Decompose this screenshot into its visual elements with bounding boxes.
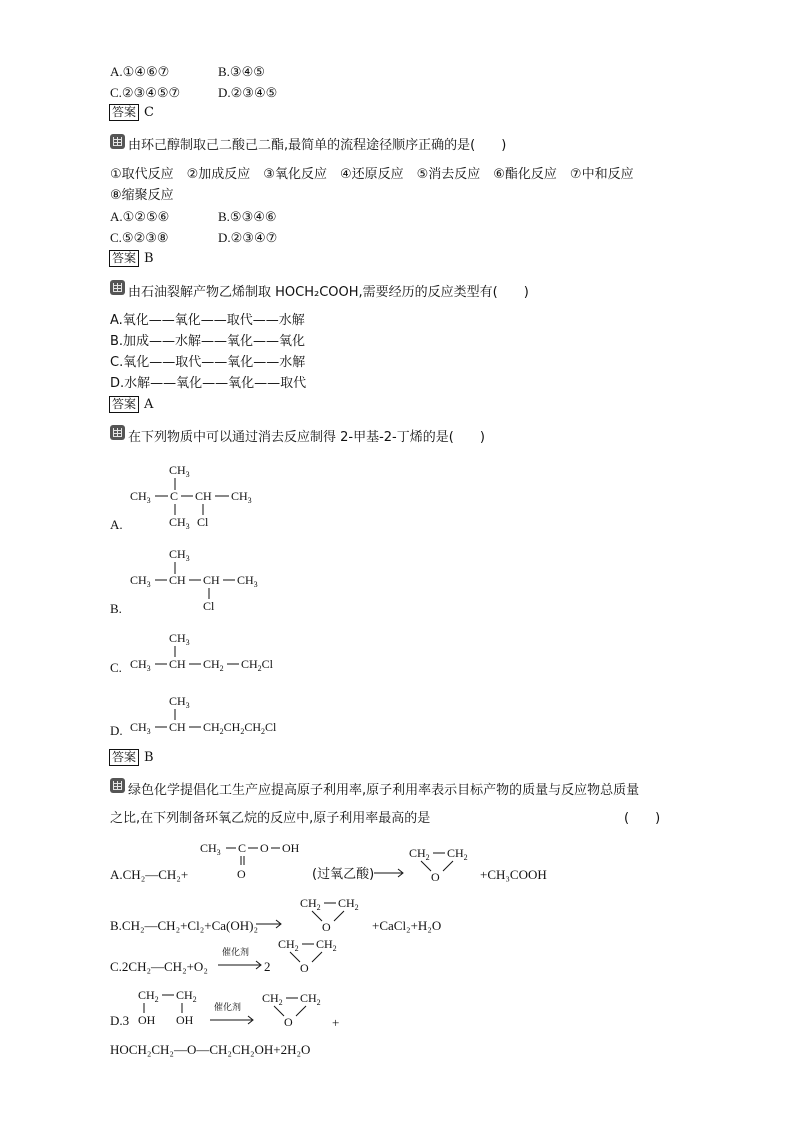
svg-text:CH: CH [169,657,186,671]
q3-option-a: A.氧化——氧化——取代——水解 [110,313,305,328]
svg-text:CH: CH [169,720,186,734]
svg-text:O: O [237,867,246,881]
svg-text:O: O [300,961,309,975]
svg-text:CH3: $CH_3$ [130,573,151,589]
svg-text:CH2: $CH_2$ [203,657,224,673]
q5-option-d-plus: + [332,1015,340,1030]
q5-catalyst-label: 催化剂 [214,1003,242,1013]
svg-text:CH2: $CH_2$ [409,846,430,862]
q3-option-c: C.氧化——取代——氧化——水解 [110,355,306,370]
q4-structure-c [125,628,295,673]
svg-text:C: C [238,841,247,855]
svg-text:Cl: Cl [197,515,209,529]
q1-option-c: C.②③④⑤⑦ [110,85,181,100]
svg-text:CH3: $CH_3$ [169,463,190,479]
answer-badge: 答案 [109,104,139,121]
svg-text:CH3: $CH_3$ [231,489,252,505]
q2-stem: 由环己醇制取己二酸己二酯,最简单的流程途径顺序正确的是( ) [128,138,507,153]
q2-option-a: A.①②⑤⑥ [110,209,170,224]
q5-option-c-coefficient: 2 [264,959,271,974]
q4-option-d-label: D. [110,723,123,738]
q5-option-d-line2: HOCH₂CH₂—O—CH₂CH₂OH+2H₂O [110,1042,311,1057]
svg-text:CH3: $CH_3$ [237,573,258,589]
svg-text:CH2: $CH_2$ [338,896,359,912]
svg-text:O: O [284,1015,293,1029]
svg-text:O: O [322,920,331,934]
q4-option-a-label: A. [110,517,123,532]
q5-ethylene-oxide-a [405,843,475,885]
svg-text:CH3: $CH_3$ [130,657,151,673]
svg-text:CH3: $CH_3$ [169,694,190,710]
q4-option-c-label: C. [110,660,122,675]
q2-option-d: D.②③④⑦ [218,230,278,245]
q5-option-d-prefix: D.3 [110,1013,130,1028]
arrow-icon [216,960,264,970]
arrow-icon [372,868,406,878]
svg-text:CH3: $CH_3$ [130,489,151,505]
svg-text:CH3: $CH_3$ [169,547,190,563]
arrow-icon [254,919,284,929]
q5-option-b-reactants: B.CH₂—CH₂+Cl₂+Ca(OH)₂ [110,918,258,933]
svg-text:OH: OH [138,1013,156,1027]
q5-option-a-reactant: A.CH₂—CH₂+ [110,867,189,882]
svg-text:CH2CH2CH2Cl: $CH_2CH_2CH_2Cl$ [203,720,277,736]
q2-reactions-line2: ⑧缩聚反应 [110,188,174,203]
q1-answer: C [144,105,154,120]
q2-option-b: B.⑤③④⑥ [218,209,277,224]
q3-option-b: B.加成——水解——氧化——氧化 [110,334,306,349]
q1-option-d: D.②③④⑤ [218,85,278,100]
svg-text:O: O [260,841,269,855]
q1-option-b: B.③④⑤ [218,64,265,79]
svg-text:CH2: $CH_2$ [300,896,321,912]
q5-option-a-product: +CH₃COOH [480,867,547,882]
q2-option-c: C.⑤②③⑧ [110,230,169,245]
q5-ethylene-oxide-d [258,988,328,1030]
svg-text:OH: OH [282,841,300,855]
q2-reactions-line1: ①取代反应 ②加成反应 ③氧化反应 ④还原反应 ⑤消去反应 ⑥酯化反应 ⑦中和反应 [110,167,634,182]
svg-text:CH2: $CH_2$ [316,937,337,953]
q4-structure-b [125,542,275,617]
answer-badge: 答案 [109,749,139,766]
question-marker-icon [110,425,125,440]
svg-text:CH2: $CH_2$ [262,991,283,1007]
q5-option-b-product: +CaCl₂+H₂O [372,918,442,933]
svg-text:CH2: $CH_2$ [300,991,321,1007]
question-marker-icon [110,134,125,149]
q4-structure-d [125,691,305,736]
q5-peracetic-acid-structure [198,838,313,884]
q4-structure-a [125,458,265,533]
q1-option-a: A.①④⑥⑦ [110,64,170,79]
q5-stem-line2: 之比,在下列制备环氧乙烷的反应中,原子利用率最高的是 [110,811,431,826]
q3-stem: 由石油裂解产物乙烯制取 HOCH₂COOH,需要经历的反应类型有( ) [128,285,529,300]
svg-text:Cl: Cl [203,599,215,613]
q4-stem: 在下列物质中可以通过消去反应制得 2-甲基-2-丁烯的是( ) [128,430,485,445]
question-marker-icon [110,280,125,295]
svg-text:CH2Cl: $CH_2Cl$ [241,657,274,673]
svg-text:CH: CH [195,489,212,503]
svg-text:CH: CH [169,573,186,587]
svg-text:CH3: $CH_3$ [200,841,221,857]
svg-text:CH: CH [203,573,220,587]
svg-text:CH3: $CH_3$ [169,631,190,647]
svg-text:CH2: $CH_2$ [278,937,299,953]
q5-option-c-reactants: C.2CH₂—CH₂+O₂ [110,959,208,974]
svg-text:CH2: $CH_2$ [447,846,468,862]
q3-option-d: D.水解——氧化——氧化——取代 [110,376,307,391]
svg-text:CH3: $CH_3$ [130,720,151,736]
q5-ethylene-glycol-structure [134,986,209,1028]
svg-text:O: O [431,870,440,884]
svg-text:CH2: $CH_2$ [176,988,197,1004]
q5-peracid-note: (过氧乙酸) [312,867,375,882]
answer-badge: 答案 [109,396,139,413]
q4-option-b-label: B. [110,601,122,616]
svg-text:C: C [170,489,179,503]
arrow-icon [208,1015,256,1025]
q5-answer-blank: ( ) [624,811,661,826]
svg-text:OH: OH [176,1013,194,1027]
q5-ethylene-oxide-c [274,934,344,976]
q2-answer: B [144,251,154,266]
question-marker-icon [110,778,125,793]
answer-badge: 答案 [109,250,139,267]
q5-stem-line1: 绿色化学提倡化工生产应提高原子利用率,原子利用率表示目标产物的质量与反应物总质量 [128,783,640,798]
svg-text:CH2: $CH_2$ [138,988,159,1004]
q4-answer: B [144,750,154,765]
q3-answer: A [144,397,154,412]
q5-catalyst-label: 催化剂 [222,948,250,958]
q5-ethylene-oxide-b [296,893,366,935]
svg-text:CH3: $CH_3$ [169,515,190,531]
